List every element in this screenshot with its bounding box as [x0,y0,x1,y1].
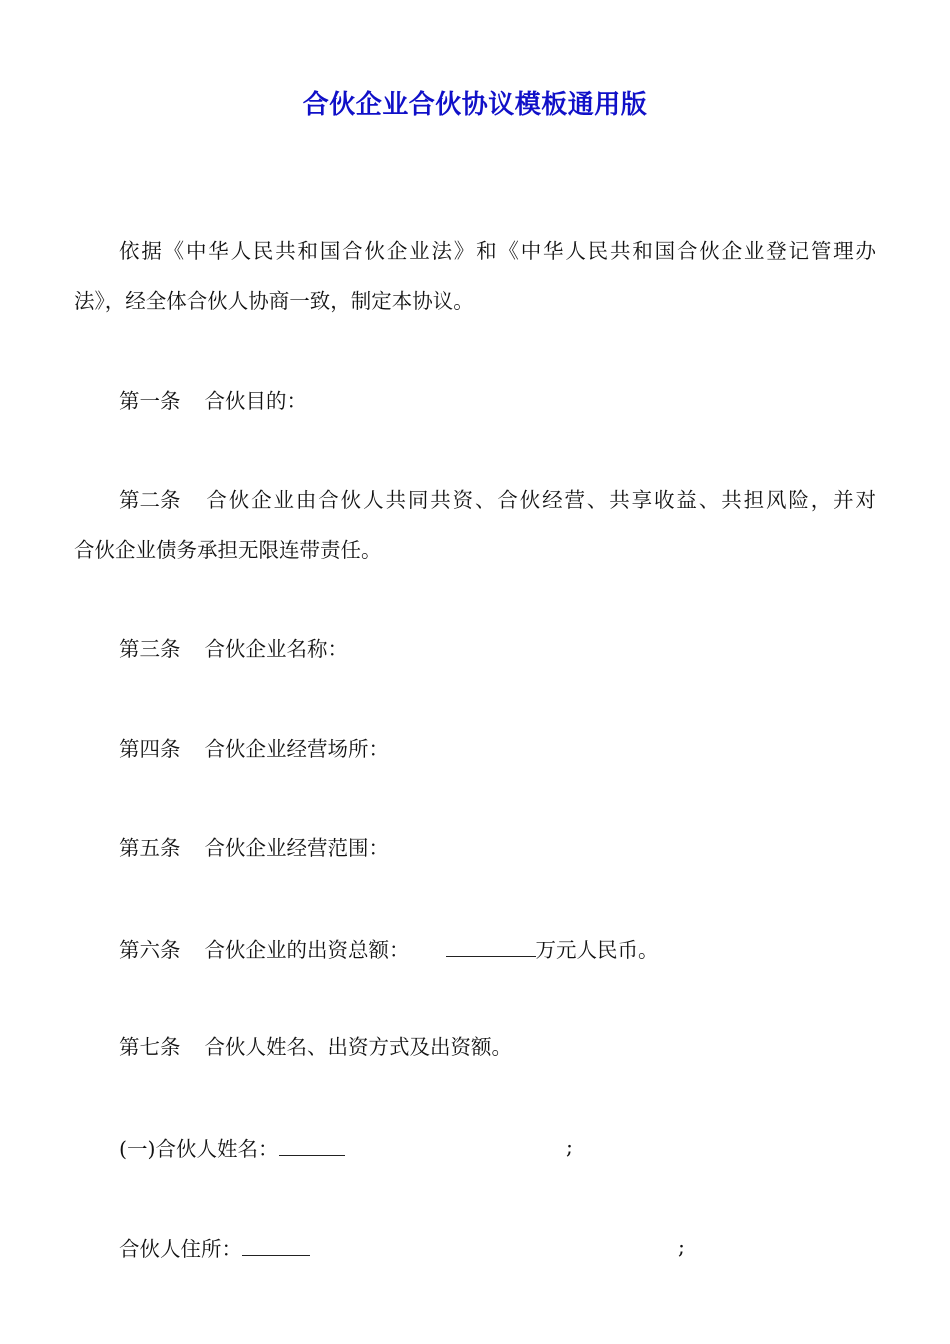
partner-residence-blank[interactable] [242,1235,310,1256]
article-6-text: 合伙企业的出资总额： [204,938,410,962]
partner-name-blank[interactable] [279,1135,345,1156]
partner-residence-end: ; [678,1235,685,1259]
article-6 [119,936,659,962]
article-1-label: 第一条 [119,389,181,413]
article-2-line-2: 合伙企业债务承担无限连带责任。 [74,538,382,562]
article-3-label: 第三条 [119,637,181,661]
article-4-text: 合伙企业经营场所： [204,737,389,761]
article-1-text: 合伙目的： [204,389,307,413]
article-3-text: 合伙企业名称： [204,637,348,661]
article-6-label: 第六条 [119,938,181,962]
partner-residence-label: 合伙人住所： [119,1237,242,1261]
article-2 [119,488,876,512]
preamble-line-2: 法》，经全体合伙人协商一致，制定本协议。 [74,289,474,313]
article-3 [119,637,348,661]
partner-name-end: ; [566,1135,573,1159]
article-1 [119,389,307,413]
article-4-label: 第四条 [119,737,181,761]
article-5 [119,836,389,860]
article-5-label: 第五条 [119,836,181,860]
partner-name-label: (一)合伙人姓名： [119,1137,279,1161]
article-2-text: 合伙企业由合伙人共同共资、合伙经营、共享收益、共担风险，并对 [204,488,876,512]
article-7 [119,1035,512,1059]
article-6-suffix: 万元人民币。 [535,938,659,962]
article-5-text: 合伙企业经营范围： [204,836,389,860]
partner-residence-line [119,1235,310,1261]
document-title: 合伙企业合伙协议模板通用版 [302,90,648,120]
preamble-line-1: 依据《中华人民共和国合伙企业法》和《中华人民共和国合伙企业登记管理办 [119,239,876,263]
partner-name-line [119,1135,345,1161]
article-2-label: 第二条 [119,488,181,512]
article-7-text: 合伙人姓名、出资方式及出资额。 [204,1035,512,1059]
article-4 [119,737,389,761]
article-7-label: 第七条 [119,1035,181,1059]
capital-amount-blank[interactable] [446,936,536,957]
